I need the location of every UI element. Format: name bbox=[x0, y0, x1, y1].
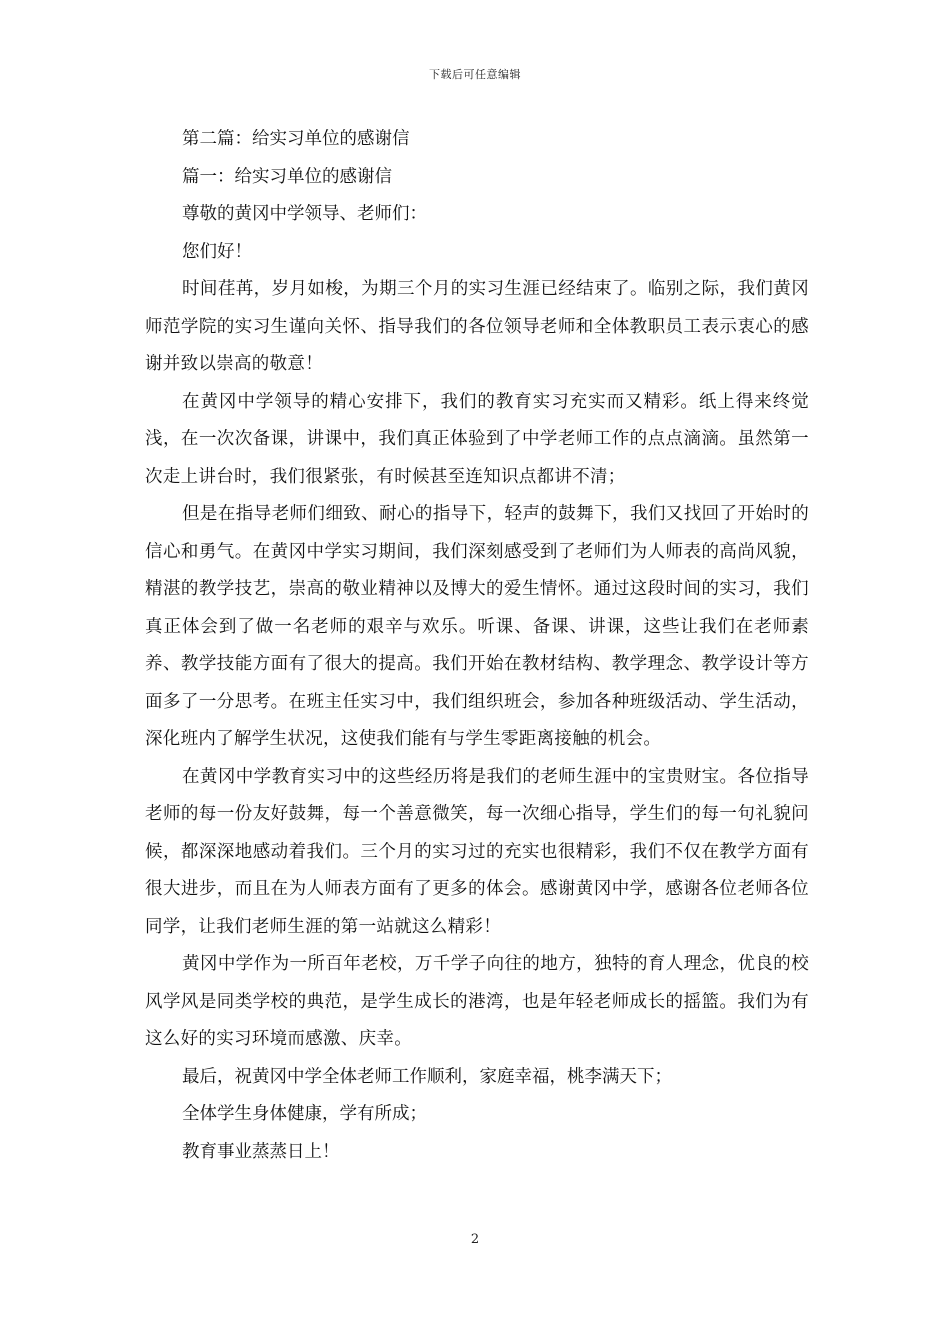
document-body bbox=[145, 121, 809, 1171]
body-paragraph: 但是在指导老师们细致、耐心的指导下，轻声的鼓舞下，我们又找回了开始时的信心和勇气。在黄冈中学实习期间，我们深刻感受到了老师们为人师表的高尚风貌，精湛的教学技艺，崇高的敬业精神以及博大的爱生情怀。通过这段时间的实习，我们真正体会到了做一名老师的艰辛与欢乐。听课、备课、讲课，这些让我们在老师素养、教学技能方面有了很大的提高。我们开始在教材结构、教学理念、教学设计等方面多了一分思考。在班主任实习中，我们组织班会，参加各种班级活动、学生活动，深化班内了解学生状况，这使我们能有与学生零距离接触的机会。 bbox=[145, 504, 809, 749]
salutation: 尊敬的黄冈中学领导、老师们： bbox=[182, 204, 427, 224]
closing-line: 全体学生身体健康，学有所成； bbox=[182, 1104, 427, 1124]
body-paragraph: 时间荏苒，岁月如梭，为期三个月的实习生涯已经结束了。临别之际，我们黄冈师范学院的实习生谨向关怀、指导我们的各位领导老师和全体教职员工表示衷心的感谢并致以崇高的敬意！ bbox=[145, 279, 809, 374]
page-number: 2 bbox=[470, 1232, 480, 1247]
body-paragraph: 在黄冈中学教育实习中的这些经历将是我们的老师生涯中的宝贵财宝。各位指导老师的每一份友好鼓舞，每一个善意微笑，每一次细心指导，学生们的每一句礼貌问候，都深深地感动着我们。三个月的实习过的充实也很精彩，我们不仅在教学方面有很大进步，而且在为人师表方面有了更多的体会。感谢黄冈中学，感谢各位老师各位同学，让我们老师生涯的第一站就这么精彩！ bbox=[145, 766, 809, 937]
page-header-note: 下载后可任意编辑 bbox=[429, 68, 521, 81]
greeting: 您们好！ bbox=[182, 241, 252, 262]
body-paragraph: 在黄冈中学领导的精心安排下，我们的教育实习充实而又精彩。纸上得来终觉浅，在一次次备课，讲课中，我们真正体验到了中学老师工作的点点滴滴。虽然第一次走上讲台时，我们很紧张，有时候甚至连知识点都讲不清； bbox=[145, 391, 809, 487]
section-heading-2: 第二篇：给实习单位的感谢信 bbox=[182, 129, 410, 149]
closing-line: 最后，祝黄冈中学全体老师工作顺利，家庭幸福，桃李满天下； bbox=[182, 1066, 672, 1087]
body-paragraph: 黄冈中学作为一所百年老校，万千学子向往的地方，独特的育人理念，优良的校风学风是同类学校的典范，是学生成长的港湾，也是年轻老师成长的摇篮。我们为有这么好的实习环境而感激、庆幸。 bbox=[145, 954, 809, 1049]
closing-line: 教育事业蒸蒸日上！ bbox=[182, 1141, 340, 1162]
section-heading-1: 篇一：给实习单位的感谢信 bbox=[182, 166, 392, 187]
